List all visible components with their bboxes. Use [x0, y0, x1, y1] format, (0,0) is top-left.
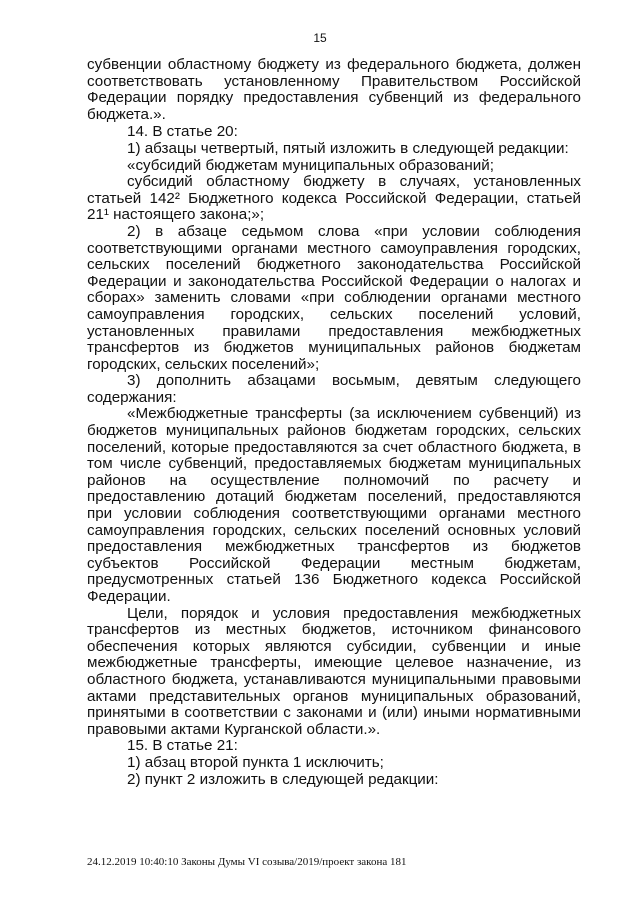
paragraph: Цели, порядок и условия предоставления межбюджетных трансфертов из местных бюджетов, источником финансового обеспечения которых являются субсидии, субвенции и иные межбюджетные трансферты, имеющие целевое назначение, из областного бюджета, устанавливаются муниципальными правовыми актами представительных органов муниципальных образований, принятыми в соответствии с законами и (или) иными нормативными правовыми актами Курганской области.». [87, 604, 581, 738]
paragraph: 2) пункт 2 изложить в следующей редакции: [127, 770, 439, 788]
paragraph: 2) в абзаце седьмом слова «при условии соблюдения соответствующими органами местного самоуправления городских, сельских поселений бюджетного законодательства Российской Федерации и законодательства Российской Федерации о налогах и сборах» заменить словами «при соблюдении органами местного самоуправления городских, сельских поселений условий, установленных правилами предоставления межбюджетных трансфертов из бюджетов муниципальных районов бюджетам городских, сельских поселений»; [87, 222, 581, 373]
paragraph: 15. В статье 21: [127, 737, 238, 755]
paragraph: 14. В статье 20: [127, 123, 238, 141]
paragraph: 3) дополнить абзацами восьмым, девятым следующего содержания: [87, 372, 581, 406]
page-number: 15 [313, 31, 327, 45]
footer-file-path: 24.12.2019 10:40:10 Законы Думы VI созыва/2019/проект закона 181 [87, 856, 407, 868]
paragraph: субвенции областному бюджету из федерального бюджета, должен соответствовать установленному Правительством Российской Федерации порядку предоставления субвенций из федерального бюджета.». [87, 56, 581, 123]
paragraph: «Межбюджетные трансферты (за исключением субвенций) из бюджетов муниципальных районов бюджетам городских, сельских поселений, которые предоставляются за счет областного бюджета, в том числе субвенций, предоставляемых бюджетам муниципальных районов на осуществление полномочий по расчету и предоставлению дотаций бюджетам поселений, предоставляются при условии соблюдения соответствующими органами местного самоуправления городских, сельских поселений основных условий предоставления межбюджетных трансфертов из бюджетов субъектов Российской Федерации местным бюджетам, предусмотренных статьей 136 Бюджетного кодекса Российской Федерации. [87, 405, 581, 605]
paragraph: 1) абзацы четвертый, пятый изложить в следующей редакции: [127, 139, 569, 157]
paragraph: 1) абзац второй пункта 1 исключить; [127, 753, 384, 771]
paragraph: субсидий областному бюджету в случаях, установленных статьей 142² Бюджетного кодекса Российской Федерации, статьей 21¹ настоящего закона;»; [87, 173, 581, 224]
document-body [87, 57, 581, 788]
paragraph: «субсидий бюджетам муниципальных образований; [127, 156, 494, 174]
